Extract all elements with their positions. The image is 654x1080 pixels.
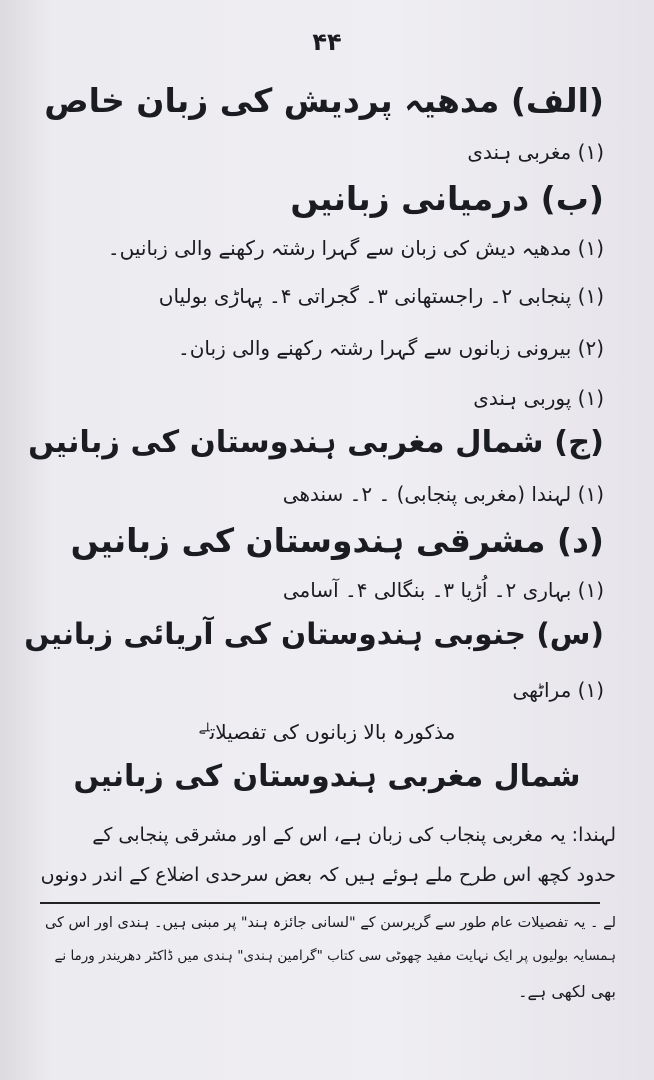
body-line: حدود کچھ اس طرح ملے ہوئے ہیں کہ بعض سرحدی اضلاع کے اندر دونوں bbox=[40, 864, 616, 886]
list-item: (۱) لہندا (مغربی پنجابی) ۔ ۲۔ سندھی bbox=[282, 482, 604, 506]
heading-alif: (الف) مدھیہ پردیش کی زبان خاص bbox=[44, 81, 604, 120]
details-line: مذکورہ بالا زبانوں کی تفصیلات$^{لے}$ bbox=[198, 720, 456, 744]
list-item: (۱) مغربی ہندی bbox=[467, 140, 604, 164]
list-item: (۱) پنجابی ۲۔ راجستھانی ۳۔ گجراتی ۴۔ پہاڑی بولیاں bbox=[158, 284, 604, 308]
list-item: (۱) پوربی ہندی bbox=[473, 386, 604, 410]
list-item: (۱) بہاری ۲۔ اُڑیا ۳۔ بنگالی ۴۔ آسامی bbox=[282, 578, 604, 602]
heading-seen: (س) جنوبی ہندوستان کی آریائی زبانیں bbox=[24, 617, 604, 651]
heading-jeem: (ج) شمال مغربی ہندوستان کی زبانیں bbox=[28, 425, 604, 460]
list-item: (۲) بیرونی زبانوں سے گہرا رشتہ رکھنے والی زبان۔ bbox=[178, 336, 604, 360]
heading-be: (ب) درمیانی زبانیں bbox=[290, 179, 604, 218]
list-item: (۱) مدھیہ دیش کی زبان سے گہرا رشتہ رکھنے والی زبانیں۔ bbox=[107, 236, 604, 260]
footnote-line: لے ۔ یہ تفصیلات عام طور سے گریرسن کے "لسانی جائزہ ہند" پر مبنی ہیں۔ ہندی اور اس کی bbox=[44, 915, 616, 931]
footnote-line: بھی لکھی ہے۔ bbox=[518, 982, 616, 1001]
page-number: ۴۴ bbox=[312, 28, 342, 56]
heading-dal: (د) مشرقی ہندوستان کی زبانیں bbox=[70, 521, 604, 560]
body-line: لہندا: یہ مغربی پنجاب کی زبان ہے، اس کے اور مشرقی پنجابی کے bbox=[92, 824, 616, 846]
footnote-divider bbox=[40, 902, 600, 904]
footnote-marker: لے bbox=[198, 720, 210, 735]
list-item: (۱) مراٹھی bbox=[512, 678, 604, 702]
footnote-line: ہمسایہ بولیوں پر ایک نہایت مفید چھوٹی سی کتاب "گرامین ہندی" ہندی میں ڈاکٹر دھریندر ورما نے bbox=[54, 948, 616, 964]
section-heading: شمال مغربی ہندوستان کی زبانیں bbox=[73, 759, 581, 794]
